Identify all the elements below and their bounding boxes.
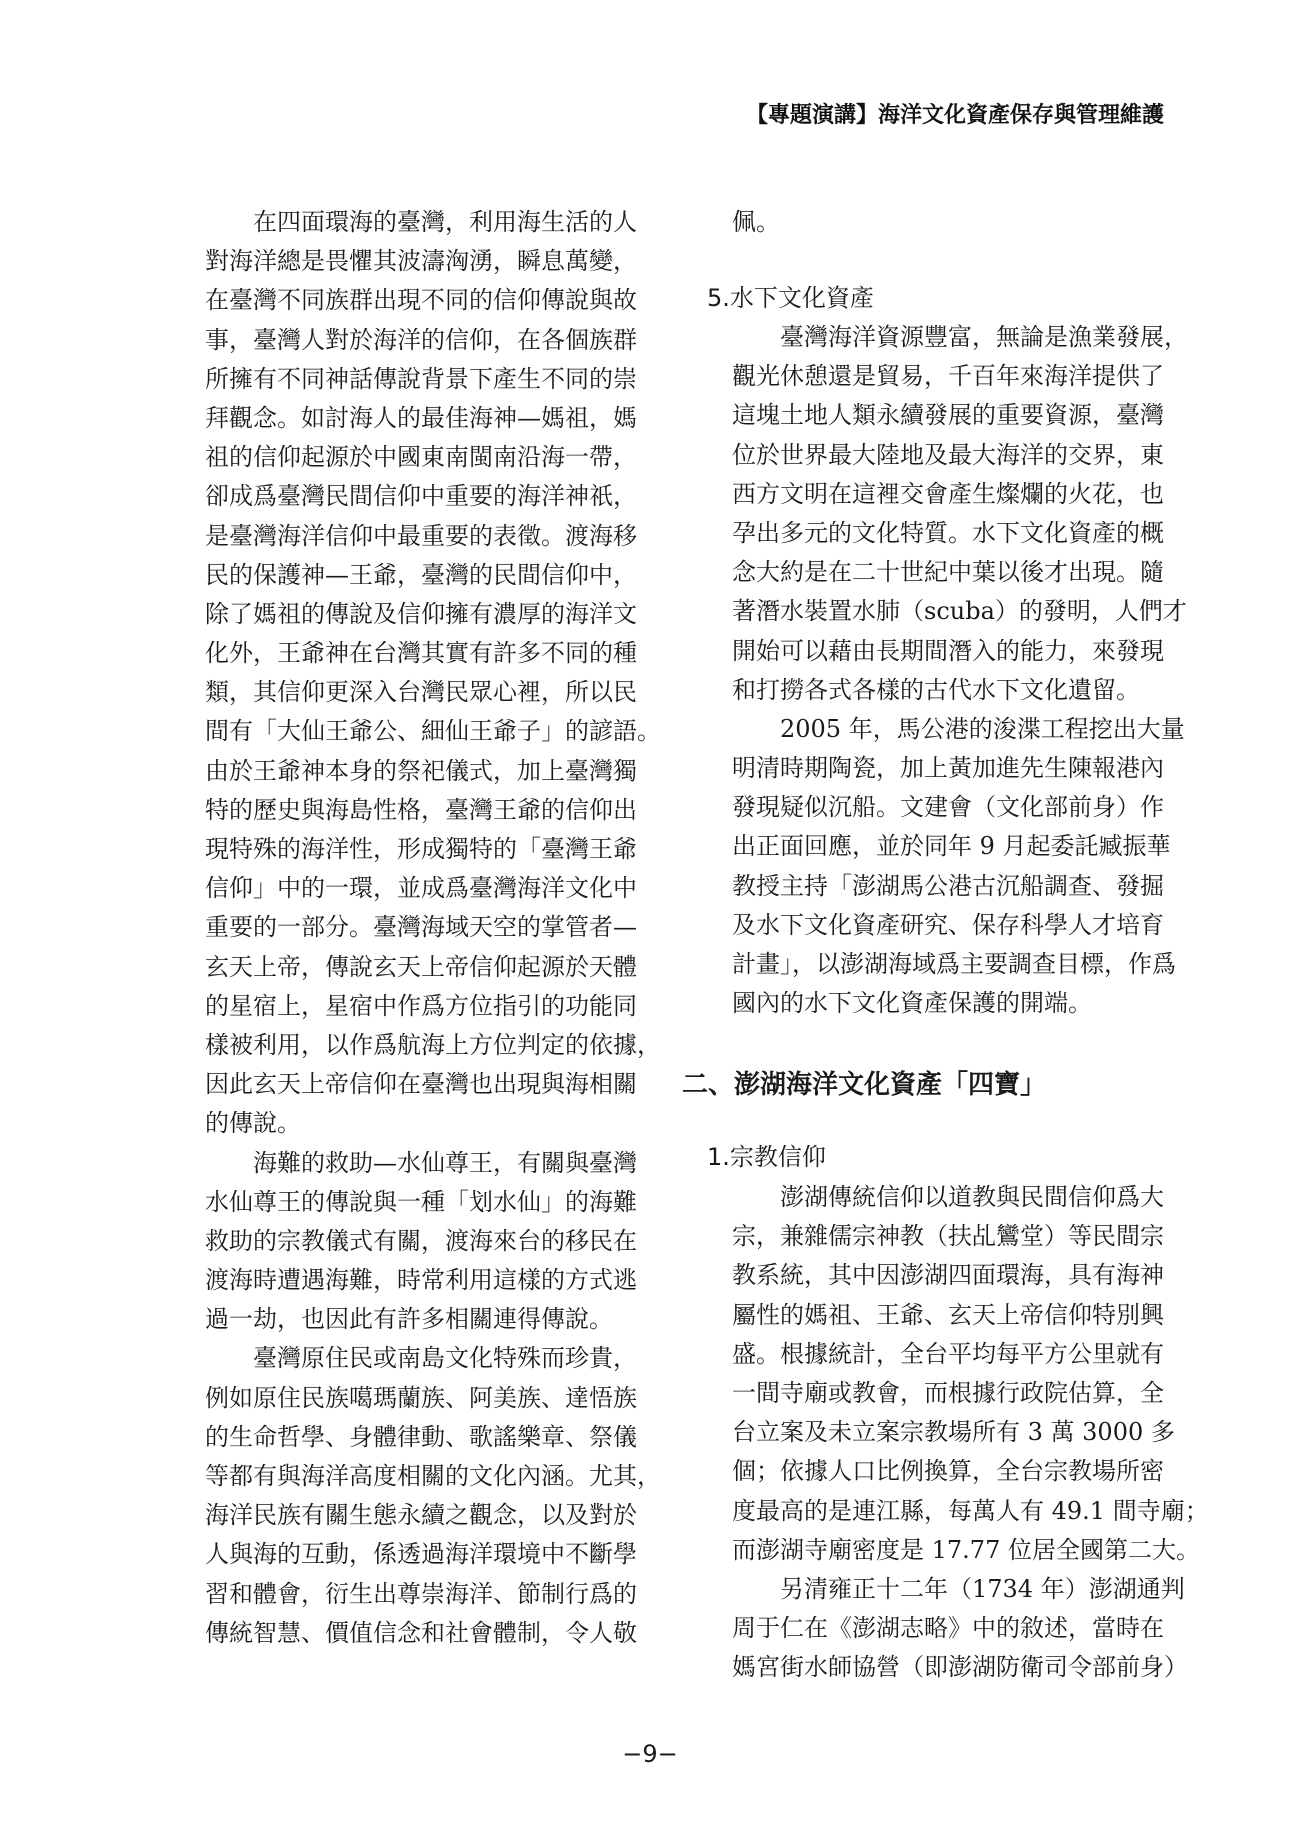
text-line: 信仰」中的一環，並成爲臺灣海洋文化中 [205, 874, 637, 903]
text-line: 澎湖傳統信仰以道教與民間信仰爲大 [780, 1183, 1164, 1211]
text-line: 因此玄天上帝信仰在臺灣也出現與海相關 [205, 1070, 637, 1099]
text-line: 海難的救助—水仙尊王，有關與臺灣 [253, 1148, 637, 1177]
text-line: 過一劫，也因此有許多相關連得傳說。 [205, 1305, 613, 1334]
text-line: 發現疑似沉船。文建會（文化部前身）作 [732, 793, 1164, 822]
text-line: 計畫」，以澎湖海域爲主要調查目標，作爲 [732, 950, 1176, 978]
text-line: 屬性的媽祖、王爺、玄天上帝信仰特別興 [732, 1300, 1164, 1329]
paragraph [205, 1339, 661, 1653]
text-line: 宗，兼雜儒宗神教（扶乩鸞堂）等民間宗 [732, 1222, 1164, 1251]
text-line: 出正面回應，並於同年 9 月起委託臧振華 [732, 832, 1171, 861]
paragraph [205, 203, 661, 1144]
text-line: 由於王爺神本身的祭祀儀式，加上臺灣獨 [205, 756, 637, 785]
subsection-body [732, 318, 1188, 1023]
text-line: 習和體會，衍生出尊崇海洋、節制行爲的 [205, 1579, 637, 1608]
text-line: 人與海的互動，係透過海洋環境中不斷學 [205, 1540, 637, 1569]
text-line: 類，其信仰更深入台灣民眾心裡，所以民 [205, 678, 637, 707]
text-line: 祖的信仰起源於中國東南閩南沿海一帶， [205, 443, 637, 472]
text-line: 觀光休憩還是貿易，千百年來海洋提供了 [732, 362, 1164, 391]
text-line: 玄天上帝，傳說玄天上帝信仰起源於天體 [205, 952, 637, 981]
text-line: 特的歷史與海島性格，臺灣王爺的信仰出 [205, 795, 637, 824]
text-line: 這塊土地人類永續發展的重要資源，臺灣 [732, 401, 1164, 430]
continued-paragraph [732, 203, 1163, 242]
paragraph [732, 710, 1185, 1024]
text-line: 度最高的是連江縣，每萬人有 49.1 間寺廟； [732, 1496, 1209, 1525]
subsection-heading-religion: 1.宗教信仰 [707, 1143, 826, 1171]
text-line: 明清時期陶瓷，加上黃加進先生陳報港內 [732, 754, 1164, 783]
text-line: 臺灣海洋資源豐富，無論是漁業發展， [780, 323, 1188, 351]
text-line: 西方文明在這裡交會產生燦爛的火花，也 [732, 479, 1164, 508]
text-line: 教授主持「澎湖馬公港古沉船調查、發掘 [732, 871, 1164, 900]
text-line: 化外，王爺神在台灣其實有許多不同的種 [205, 639, 637, 668]
text-line: 念大約是在二十世紀中葉以後才出現。隨 [732, 558, 1164, 587]
text-line: 卻成爲臺灣民間信仰中重要的海洋神祇， [205, 482, 637, 511]
text-line: 水仙尊王的傳說與一種「划水仙」的海難 [205, 1187, 637, 1216]
right-column [682, 0, 1209, 1700]
text-line: 盛。根據統計，全台平均每平方公里就有 [732, 1339, 1164, 1368]
text-line: 等都有與海洋高度相關的文化內涵。尤其， [205, 1462, 661, 1490]
text-line: 台立案及未立案宗教場所有 3 萬 3000 多 [732, 1418, 1175, 1447]
text-line: 是臺灣海洋信仰中最重要的表徵。渡海移 [205, 521, 637, 550]
text-line: 所擁有不同神話傳說背景下產生不同的崇 [205, 364, 637, 393]
text-line: 重要的一部分。臺灣海域天空的掌管者— [205, 913, 637, 942]
text-line: 傳統智慧、價值信念和社會體制，令人敬 [205, 1618, 637, 1647]
text-line: 海洋民族有關生態永續之觀念，以及對於 [205, 1501, 637, 1530]
text-line: 另清雍正十二年（1734 年）澎湖通判 [780, 1574, 1185, 1603]
section-heading-four-treasures: 二、澎湖海洋文化資產「四寶」 [682, 1070, 1047, 1100]
paragraph [732, 318, 1188, 710]
page-number: −9− [622, 1740, 678, 1768]
text-line: 媽宮街水師協營（即澎湖防衛司令部前身） [732, 1653, 1188, 1682]
text-line: 在臺灣不同族群出現不同的信仰傳說與故 [205, 286, 637, 315]
text-line: 佩。 [732, 208, 780, 236]
text-line: 除了媽祖的傳說及信仰擁有濃厚的海洋文 [205, 599, 637, 628]
text-line: 渡海時遭遇海難，時常利用這樣的方式逃 [205, 1266, 637, 1295]
text-line: 民的保護神—王爺，臺灣的民間信仰中， [205, 560, 637, 589]
text-line: 而澎湖寺廟密度是 17.77 位居全國第二大。 [732, 1535, 1200, 1564]
text-line: 著潛水裝置水肺（scuba）的發明，人們才 [732, 597, 1187, 626]
paragraph [205, 1144, 636, 1340]
text-line: 一間寺廟或教會，而根據行政院估算，全 [732, 1378, 1164, 1407]
text-line: 對海洋總是畏懼其波濤洶湧，瞬息萬變， [205, 247, 637, 276]
paragraph [732, 1570, 1188, 1688]
paragraph [732, 1178, 1209, 1570]
text-line: 拜觀念。如討海人的最佳海神—媽祖，媽 [205, 403, 637, 432]
text-line: 開始可以藉由長期間潛入的能力，來發現 [732, 636, 1164, 665]
text-line: 周于仁在《澎湖志略》中的敘述，當時在 [732, 1614, 1164, 1643]
text-line: 的生命哲學、身體律動、歌謠樂章、祭儀 [205, 1422, 637, 1451]
text-line: 在四面環海的臺灣，利用海生活的人 [253, 208, 637, 236]
text-line: 救助的宗教儀式有關，渡海來台的移民在 [205, 1226, 637, 1255]
text-line: 國內的水下文化資產保護的開端。 [732, 989, 1092, 1018]
text-line: 現特殊的海洋性，形成獨特的「臺灣王爺 [205, 835, 637, 863]
running-header-title: 【專題演講】海洋文化資產保存與管理維護 [745, 103, 1164, 128]
subsection-heading-underwater-heritage: 5.水下文化資產 [707, 284, 874, 312]
text-line: 的星宿上，星宿中作爲方位指引的功能同 [205, 991, 637, 1020]
text-line: 臺灣原住民或南島文化特殊而珍貴， [253, 1344, 637, 1373]
text-line: 孕出多元的文化特質。水下文化資產的概 [732, 518, 1164, 547]
text-line: 教系統，其中因澎湖四面環海，具有海神 [732, 1261, 1164, 1290]
text-line: 樣被利用，以作爲航海上方位判定的依據， [205, 1030, 661, 1059]
text-line: 個；依據人口比例換算，全台宗教場所密 [732, 1457, 1164, 1486]
text-line: 和打撈各式各樣的古代水下文化遺留。 [732, 675, 1140, 704]
left-column [205, 203, 661, 1653]
text-line: 例如原住民族噶瑪蘭族、阿美族、達悟族 [205, 1383, 637, 1412]
text-line: 位於世界最大陸地及最大海洋的交界，東 [732, 440, 1164, 469]
text-line: 及水下文化資產研究、保存科學人才培育 [732, 910, 1164, 939]
subsection-body [732, 1178, 1209, 1687]
text-line: 間有「大仙王爺公、細仙王爺子」的諺語。 [205, 717, 661, 746]
text-line: 2005 年，馬公港的浚渫工程挖出大量 [780, 714, 1185, 743]
text-line: 的傳說。 [205, 1109, 301, 1138]
text-line: 事，臺灣人對於海洋的信仰，在各個族群 [205, 325, 637, 354]
